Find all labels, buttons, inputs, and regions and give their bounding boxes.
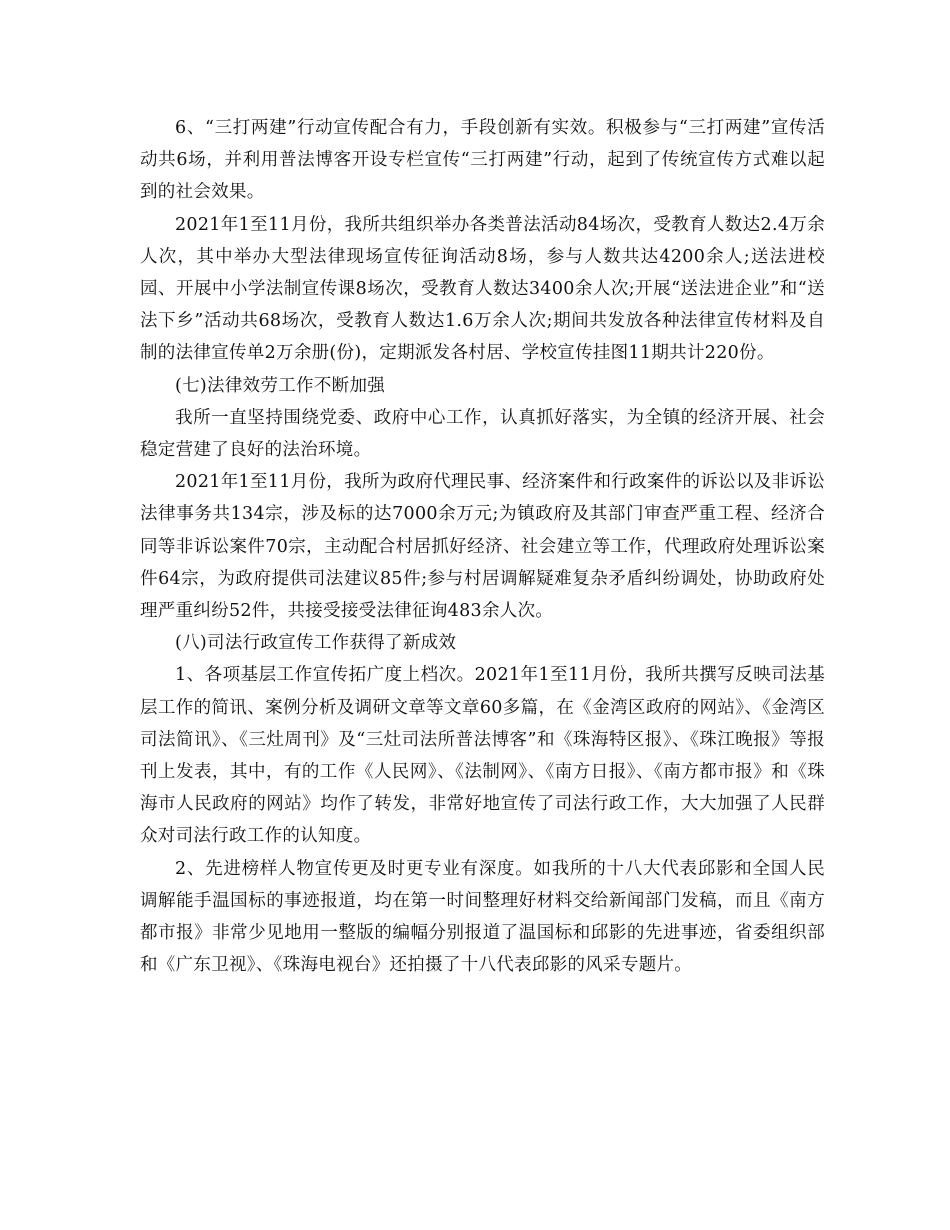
paragraph-publicity-reach: 1、各项基层工作宣传拓广度上档次。2021年1至11月份，我所共撰写反映司法基层工作的简讯、案例分析及调研文章等文章60多篇，在《金湾区政府的网站》、《金湾区司法简讯》、《三灶周刊》及“三灶司法所普法博客”和《珠海特区报》、《珠江晚报》等报刊上发表，其中，有的工作《人民网》、《法制网》、《南方日报》、《南方都市报》和《珠海市人民政府的网站》均作了转发，非常好地宣传了司法行政工作，大大加强了人民群众对司法行政工作的认知度。 — [140, 665, 825, 847]
section-heading-7: (七)法律效劳工作不断加强 — [175, 375, 386, 396]
paragraph-legal-service-intro: 我所一直坚持围绕党委、政府中心工作，认真抓好落实，为全镇的经济开展、社会稳定营建了良好的法治环境。 — [140, 407, 825, 461]
paragraph-legal-education-stats: 2021年1至11月份，我所共组织举办各类普法活动84场次，受教育人数达2.4万余人次，其中举办大型法律现场宣传征询活动8场，参与人数共达4200余人;送法进校园、开展中小学法制宣传课8场次，受教育人数达3400余人次;开展“送法进企业”和“送法下乡”活动共68场次，受教育人数达1.6万余人次;期间共发放各种法律宣传材料及自制的法律宣传单2万余册(份)，定期派发各村居、学校宣传挂图11期共计220份。 — [140, 214, 825, 364]
section-heading-8: (八)司法行政宣传工作获得了新成效 — [175, 633, 457, 654]
paragraph-san-da-liang-jian: 6、“三打两建”行动宣传配合有力，手段创新有实效。积极参与“三打两建”宣传活动共6场，并利用普法博客开设专栏宣传“三打两建”行动，起到了传统宣传方式难以起到的社会效果。 — [140, 118, 825, 203]
paragraph-legal-service-stats: 2021年1至11月份，我所为政府代理民事、经济案件和行政案件的诉讼以及非诉讼法律事务共134宗，涉及标的达7000余万元;为镇政府及其部门审查严重工程、经济合同等非诉讼案件70宗，主动配合村居抓好经济、社会建立等工作，代理政府处理诉讼案件64宗，为政府提供司法建议85件;参与村居调解疑难复杂矛盾纠纷调处，协助政府处理严重纠纷52件，共接受接受法律征询483余人次。 — [140, 472, 825, 622]
paragraph-model-figures: 2、先进榜样人物宣传更及时更专业有深度。如我所的十八大代表邱影和全国人民调解能手温国标的事迹报道，均在第一时间整理好材料交给新闻部门发稿，而且《南方都市报》非常少见地用一整版的编幅分别报道了温国标和邱影的先进事迹，省委组织部和《广东卫视》、《珠海电视台》还拍摄了十八代表邱影的风采专题片。 — [140, 858, 825, 976]
document-body — [140, 112, 825, 981]
